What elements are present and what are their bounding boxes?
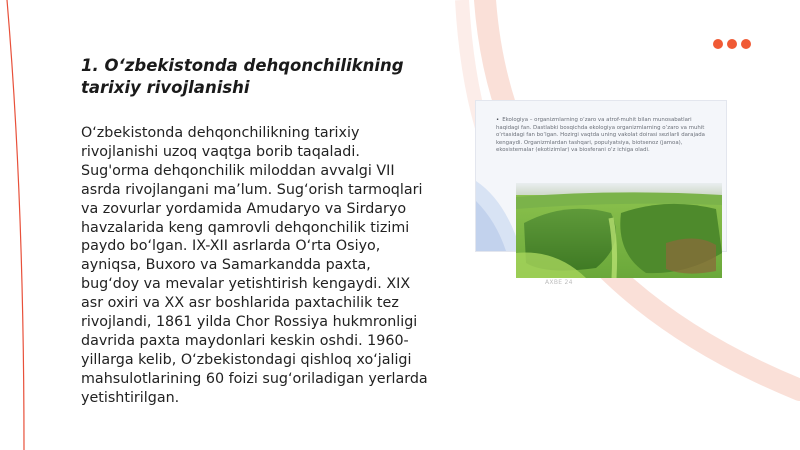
- bullet-icon: •: [496, 117, 500, 123]
- embedded-slide-paragraph: Ekologiya – organizmlarning o‘zaro va atrof-muhit bilan munosabatlari haqidagi fan. Dastlabki bosqichda ekologiya organizmlarning o‘zaro va muhit o‘rtasidagi fan bo‘lgan. Hozirgi vaqtda uning vakolat doirasi sezilarli darajada kengaydi. Organizmlardan tashqari, populyatsiya, biotsenoz (jamoa), ekosistemalar (ekotizimlar) va biosferani o‘z ichiga oladi.: [496, 117, 705, 154]
- green-fields-photo: [516, 183, 722, 278]
- dot-icon: [741, 39, 751, 49]
- photo-caption: AXBE 24: [545, 279, 573, 286]
- dot-icon: [713, 39, 723, 49]
- slide-title: 1. O‘zbekistonda dehqonchilikning tarixiy rivojlanishi: [81, 56, 404, 97]
- embedded-slide-text: [496, 117, 711, 155]
- slide-body-text: O‘zbekistonda dehqonchilikning tarixiy rivojlanishi uzoq vaqtga borib taqaladi. Sug'orma dehqonchilik miloddan avvalgi VII asrda rivojlangani ma’lum. Sug‘orish tarmoqlari va zovurlar yordamida Amudaryo va Sirdaryo havzalarida keng qamrovli dehqonchilik tizimi paydo bo‘lgan. IX-XII asrlarda O‘rta Osiyo, ayniqsa, Buxoro va Samarkandda paxta, bug‘doy va mevalar yetishtirish kengaydi. XIX asr oxiri va XX asr boshlarida paxtachilik tez rivojlandi, 1861 yilda Chor Rossiya hukmronligi davrida paxta maydonlari keskin oshdi. 1960-yillarga kelib, O‘zbekistondagi qishloq xo‘jaligi mahsulotlarining 60 foizi sug‘oriladigan yerlarda yetishtirilgan.: [81, 125, 428, 406]
- dot-icon: [727, 39, 737, 49]
- three-dots-icon: [713, 39, 751, 49]
